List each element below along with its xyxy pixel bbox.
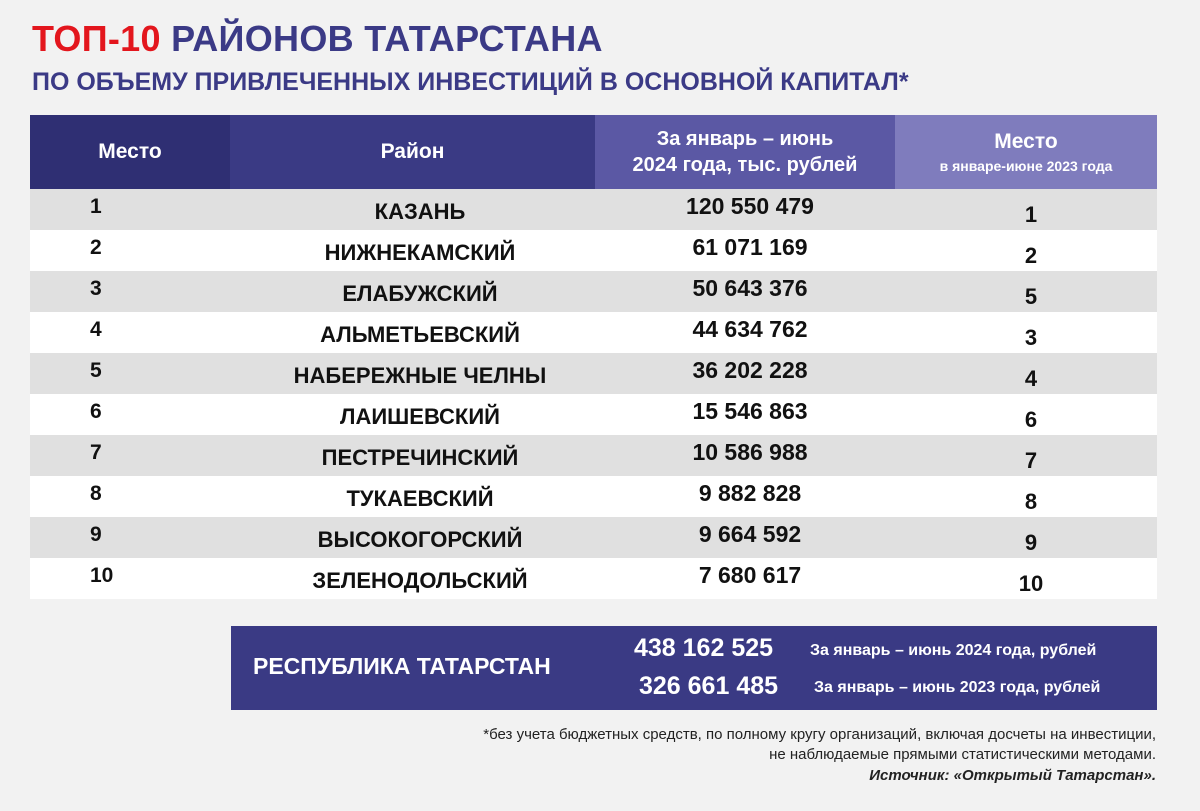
summary-label: РЕСПУБЛИКА ТАТАРСТАН (253, 653, 551, 679)
row-district: ЕЛАБУЖСКИЙ (342, 281, 498, 306)
title-highlight: ТОП-10 (32, 18, 161, 59)
row-rank: 4 (90, 318, 102, 341)
row-district: НИЖНЕКАМСКИЙ (324, 240, 516, 265)
table-row (30, 353, 1157, 394)
row-rank: 1 (90, 195, 102, 218)
row-prev-rank: 4 (1024, 366, 1038, 391)
table-row (30, 558, 1157, 599)
summary-desc-2023: За январь – июнь 2023 года, рублей (814, 679, 1101, 696)
row-district: ПЕСТРЕЧИНСКИЙ (321, 445, 519, 470)
row-prev-rank: 3 (1024, 325, 1038, 350)
row-district: ЗЕЛЕНОДОЛЬСКИЙ (312, 568, 528, 593)
row-district: ЛАИШЕВСКИЙ (340, 404, 500, 429)
table-row (30, 189, 1157, 230)
row-value: 50 643 376 (692, 275, 808, 301)
header-district (230, 115, 595, 189)
header-prev-line2: в январе-июне 2023 года (939, 158, 1113, 174)
table-row (30, 517, 1157, 558)
row-rank: 8 (90, 482, 102, 505)
row-value: 10 586 988 (692, 439, 808, 465)
table-body (30, 189, 1157, 599)
source-note: Источник: «Открытый Татарстан». (869, 767, 1156, 784)
table-row (30, 271, 1157, 312)
row-district: НАБЕРЕЖНЫЕ ЧЕЛНЫ (293, 363, 547, 388)
row-value: 15 546 863 (692, 398, 808, 424)
row-prev-rank: 10 (1018, 571, 1044, 596)
row-rank: 10 (90, 564, 114, 587)
table-row (30, 230, 1157, 271)
header-rank-label: Место (98, 140, 162, 163)
row-prev-rank: 9 (1024, 530, 1038, 555)
row-prev-rank: 6 (1024, 407, 1038, 432)
row-value: 7 680 617 (698, 562, 802, 588)
table-row (30, 394, 1157, 435)
footnote-line1: *без учета бюджетных средств, по полному кругу организаций, включая досчеты на инвестиции, (483, 726, 1156, 743)
summary-value-2023: 326 661 485 (639, 672, 779, 700)
row-rank: 5 (90, 359, 102, 382)
row-prev-rank: 8 (1024, 489, 1038, 514)
header-value (595, 115, 895, 189)
row-value: 9 882 828 (698, 480, 802, 506)
table-header (30, 115, 1157, 189)
row-value: 9 664 592 (698, 521, 802, 547)
row-district: ВЫСОКОГОРСКИЙ (317, 527, 523, 552)
footnote-line2: не наблюдаемые прямыми статистическими методами. (769, 746, 1156, 763)
row-district: ТУКАЕВСКИЙ (346, 486, 494, 511)
page-title (32, 18, 603, 60)
header-prev-rank (895, 115, 1157, 189)
row-prev-rank: 5 (1024, 284, 1038, 309)
row-value: 36 202 228 (692, 357, 808, 383)
page-subtitle: ПО ОБЪЕМУ ПРИВЛЕЧЕННЫХ ИНВЕСТИЦИЙ В ОСНОВНОЙ КАПИТАЛ* (32, 68, 909, 96)
row-value: 120 550 479 (686, 193, 814, 219)
row-rank: 6 (90, 400, 102, 423)
row-value: 61 071 169 (692, 234, 808, 260)
row-prev-rank: 2 (1024, 243, 1038, 268)
row-district: АЛЬМЕТЬЕВСКИЙ (320, 322, 520, 347)
summary-desc-2024: За январь – июнь 2024 года, рублей (810, 642, 1097, 659)
summary-value-2024: 438 162 525 (634, 634, 774, 662)
header-rank (30, 115, 230, 189)
title-rest: РАЙОНОВ ТАТАРСТАНА (160, 18, 603, 59)
row-rank: 9 (90, 523, 102, 546)
header-prev-line1: Место (994, 130, 1058, 153)
row-rank: 7 (90, 441, 102, 464)
table-row (30, 435, 1157, 476)
row-prev-rank: 7 (1024, 448, 1038, 473)
table-row (30, 312, 1157, 353)
row-prev-rank: 1 (1024, 202, 1038, 227)
header-district-label: Район (380, 140, 445, 163)
row-district: КАЗАНЬ (374, 199, 466, 224)
header-value-line2: 2024 года, тыс. рублей (632, 154, 858, 176)
row-value: 44 634 762 (692, 316, 808, 342)
table-row (30, 476, 1157, 517)
row-rank: 3 (90, 277, 102, 300)
header-value-line1: За январь – июнь (656, 128, 834, 150)
republic-summary (231, 626, 1157, 710)
row-rank: 2 (90, 236, 102, 259)
